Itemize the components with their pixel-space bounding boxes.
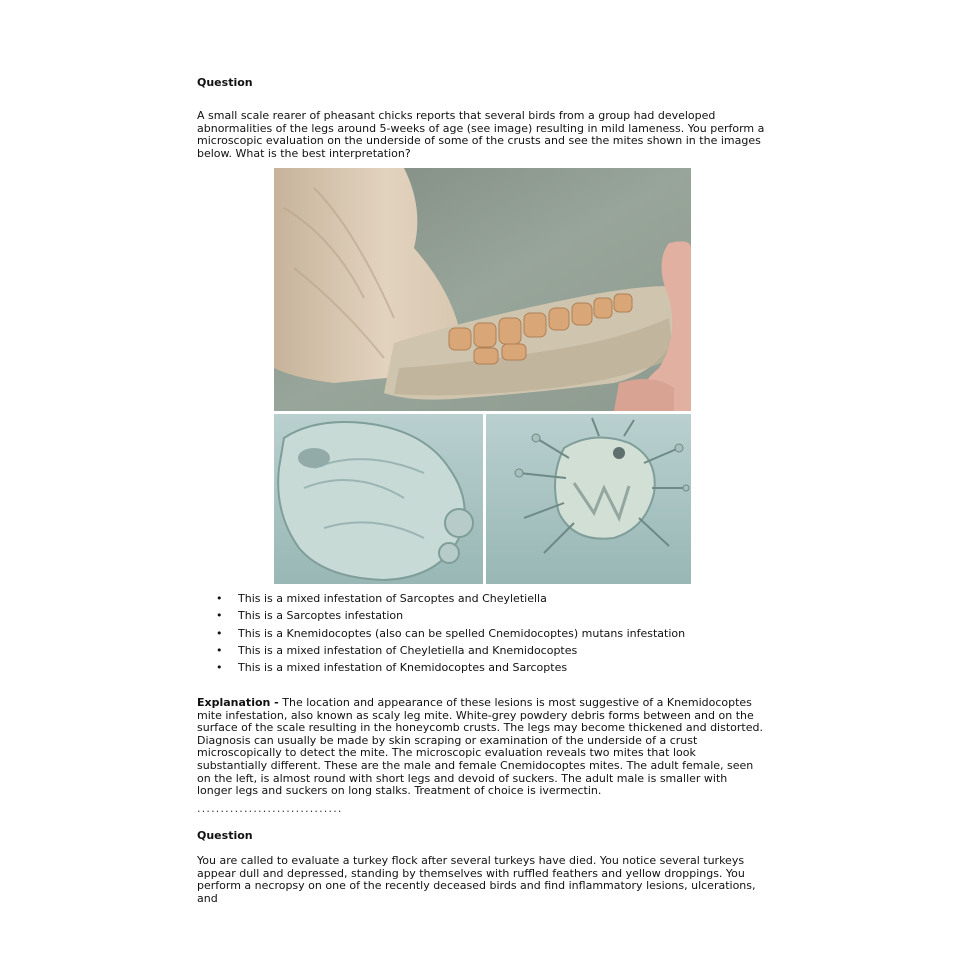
question-text: A small scale rearer of pheasant chicks reports that several birds from a group had developed abnormalities of the legs around 5-weeks of age (see image) resulting in mild lameness. You perform a microscopic evaluation on the underside of some of the crusts and see the mites shown in the images below. What is the best interpretation? <box>197 109 765 160</box>
bullet-icon: • <box>216 661 223 675</box>
female-mite-micrograph <box>274 414 483 584</box>
answer-option[interactable] <box>197 644 685 661</box>
bullet-icon: • <box>216 609 223 623</box>
explanation-paragraph <box>197 697 765 798</box>
bullet-icon: • <box>216 643 223 657</box>
answer-option-text: This is a mixed infestation of Knemidocoptes and Sarcoptes <box>238 661 568 675</box>
answer-option-text: This is a Knemidocoptes (also can be spelled Cnemidocoptes) mutans infestation <box>238 626 686 640</box>
explanation-label: Explanation - <box>197 696 279 709</box>
answer-option-text: This is a Sarcoptes infestation <box>238 609 404 623</box>
separator-dots: ............................... <box>197 802 343 815</box>
figure-leg-and-mites <box>274 168 691 584</box>
question-heading: Question <box>197 76 253 89</box>
question-heading-2: Question <box>197 829 253 842</box>
male-mite-micrograph <box>486 414 691 584</box>
bullet-icon: • <box>216 592 223 605</box>
answer-option-text: This is a mixed infestation of Sarcoptes and Cheyletiella <box>238 592 547 605</box>
answer-option[interactable] <box>197 609 685 626</box>
explanation-text: The location and appearance of these lesions is most suggestive of a Knemidocoptes mite infestation, also known as scaly leg mite. White-grey powdery debris forms between and on the surface of the scale resulting in the honeycomb crusts. The legs may become thickened and distorted. Diagnosis can usually be made by skin scraping or examination of the underside of a crust microscopically to detect the mite. The microscopic evaluation reveals two mites that look substantially different. These are the male and female Cnemidocoptes mites. The adult female, seen on the left, is almost round with short legs and devoid of suckers. The adult male is smaller with longer legs and suckers on long stalks. Treatment of choice is ivermectin. <box>197 696 763 798</box>
answer-option[interactable] <box>197 661 685 678</box>
bullet-icon: • <box>216 626 223 640</box>
question-text-2: You are called to evaluate a turkey flock after several turkeys have died. You notice several turkeys appear dull and depressed, standing by themselves with ruffled feathers and yellow droppings. You perform a necropsy on one of the recently deceased birds and find inflammatory lesions, ulcerations, and <box>197 854 756 905</box>
answer-options <box>197 592 685 678</box>
answer-option[interactable] <box>197 627 685 644</box>
answer-option[interactable] <box>197 592 685 609</box>
answer-option-text: This is a mixed infestation of Cheyletiella and Knemidocoptes <box>238 643 578 657</box>
crusted-scaly-leg-photo <box>274 168 691 411</box>
